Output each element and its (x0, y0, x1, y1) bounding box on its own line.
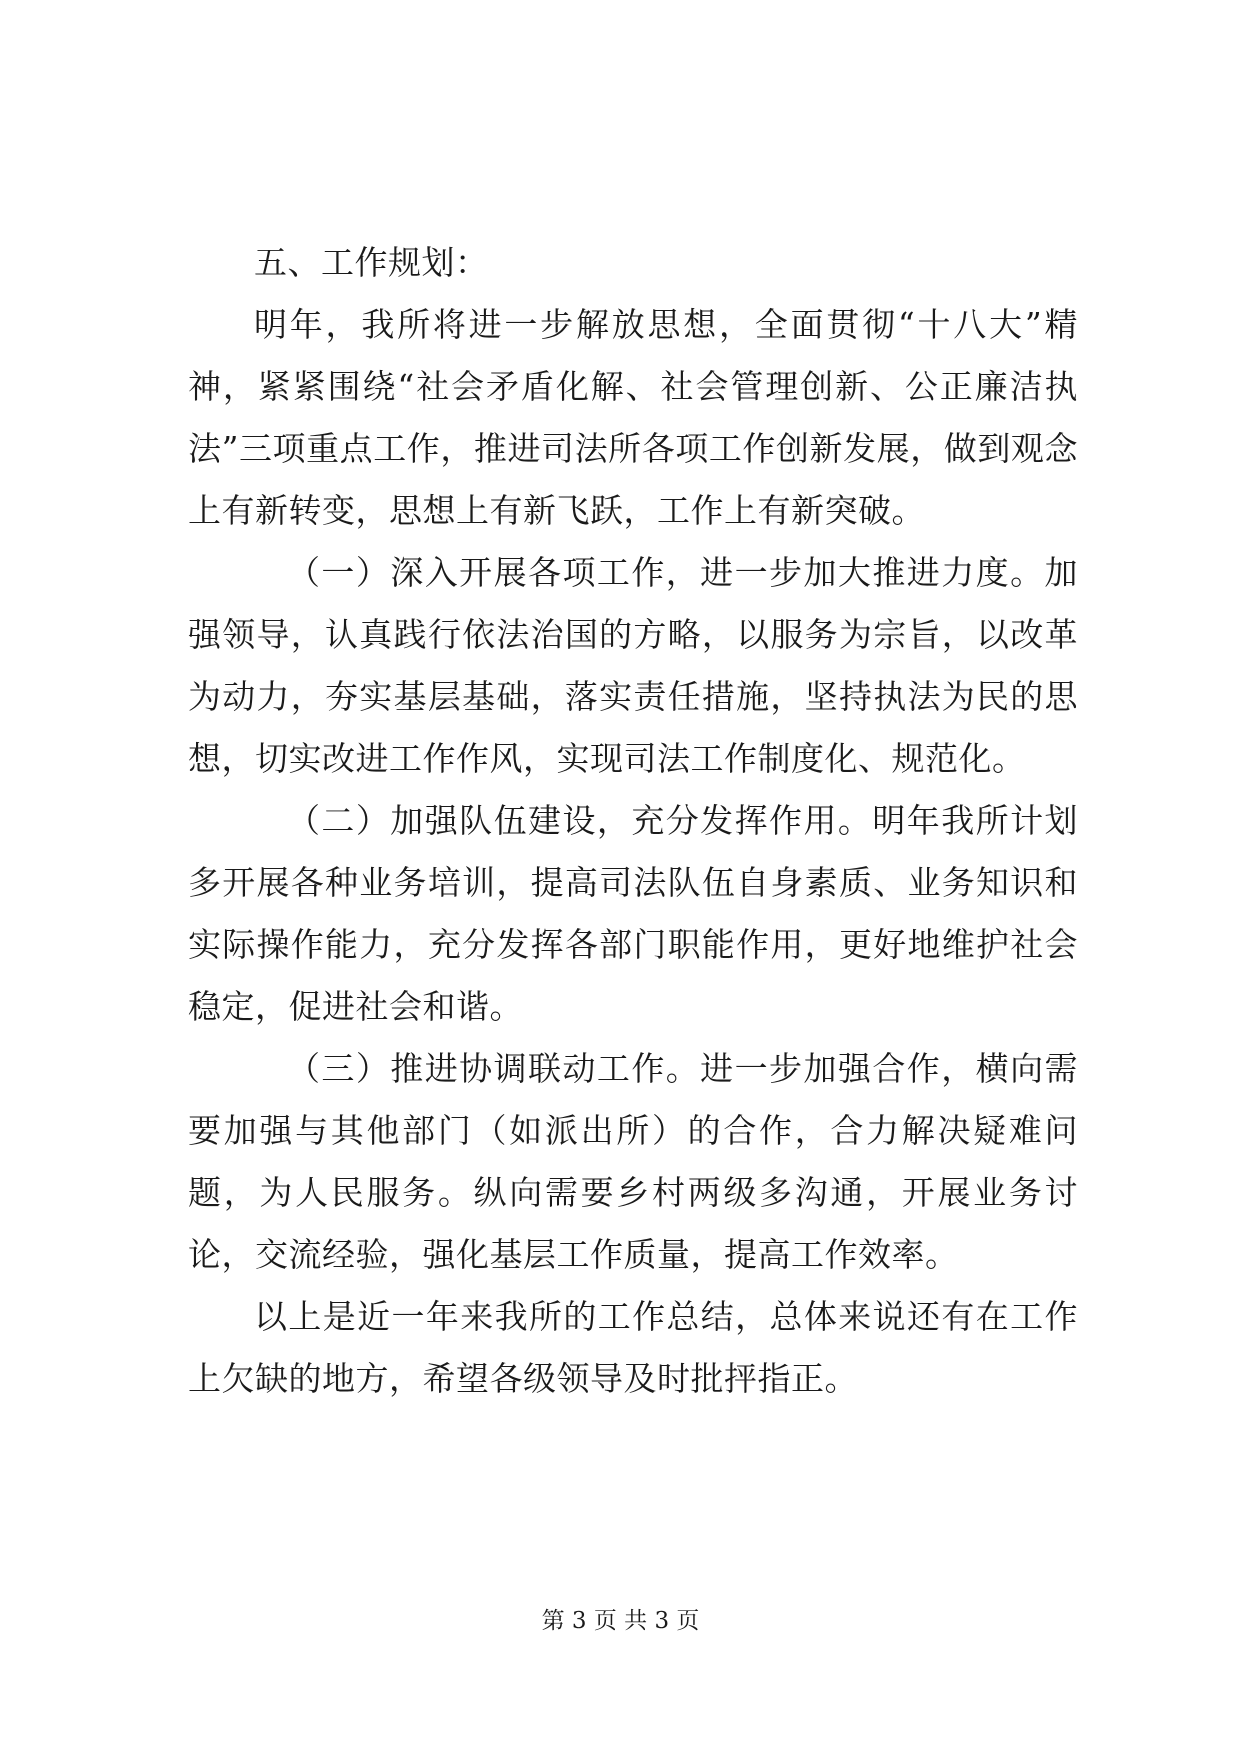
paragraph-intro: 明年，我所将进一步解放思想，全面贯彻“十八大”精神，紧紧围绕“社会矛盾化解、社会管理创新、公正廉洁执法”三项重点工作，推进司法所各项工作创新发展，做到观念上有新转变，思想上有新飞跃，工作上有新突破。 (188, 305, 1078, 530)
paragraph-item-1: （一）深入开展各项工作，进一步加大推进力度。加强领导，认真践行依法治国的方略，以服务为宗旨，以改革为动力，夯实基层基础，落实责任措施，坚持执法为民的思想，切实改进工作作风，实现司法工作制度化、规范化。 (188, 553, 1078, 778)
section-heading: 五、工作规划： (254, 243, 489, 282)
paragraph-item-2: （二）加强队伍建设，充分发挥作用。明年我所计划多开展各种业务培训，提高司法队伍自身素质、业务知识和实际操作能力，充分发挥各部门职能作用，更好地维护社会稳定，促进社会和谐。 (188, 801, 1078, 1026)
paragraph-item-3: （三）推进协调联动工作。进一步加强合作，横向需要加强与其他部门（如派出所）的合作，合力解决疑难问题，为人民服务。纵向需要乡村两级多沟通，开展业务讨论，交流经验，强化基层工作质量，提高工作效率。 (188, 1049, 1078, 1274)
paragraph-conclusion: 以上是近一年来我所的工作总结，总体来说还有在工作上欠缺的地方，希望各级领导及时批抨指正。 (188, 1297, 1078, 1398)
page-number-footer: 第 3 页 共 3 页 (541, 1608, 700, 1634)
document-body (188, 232, 1078, 1410)
